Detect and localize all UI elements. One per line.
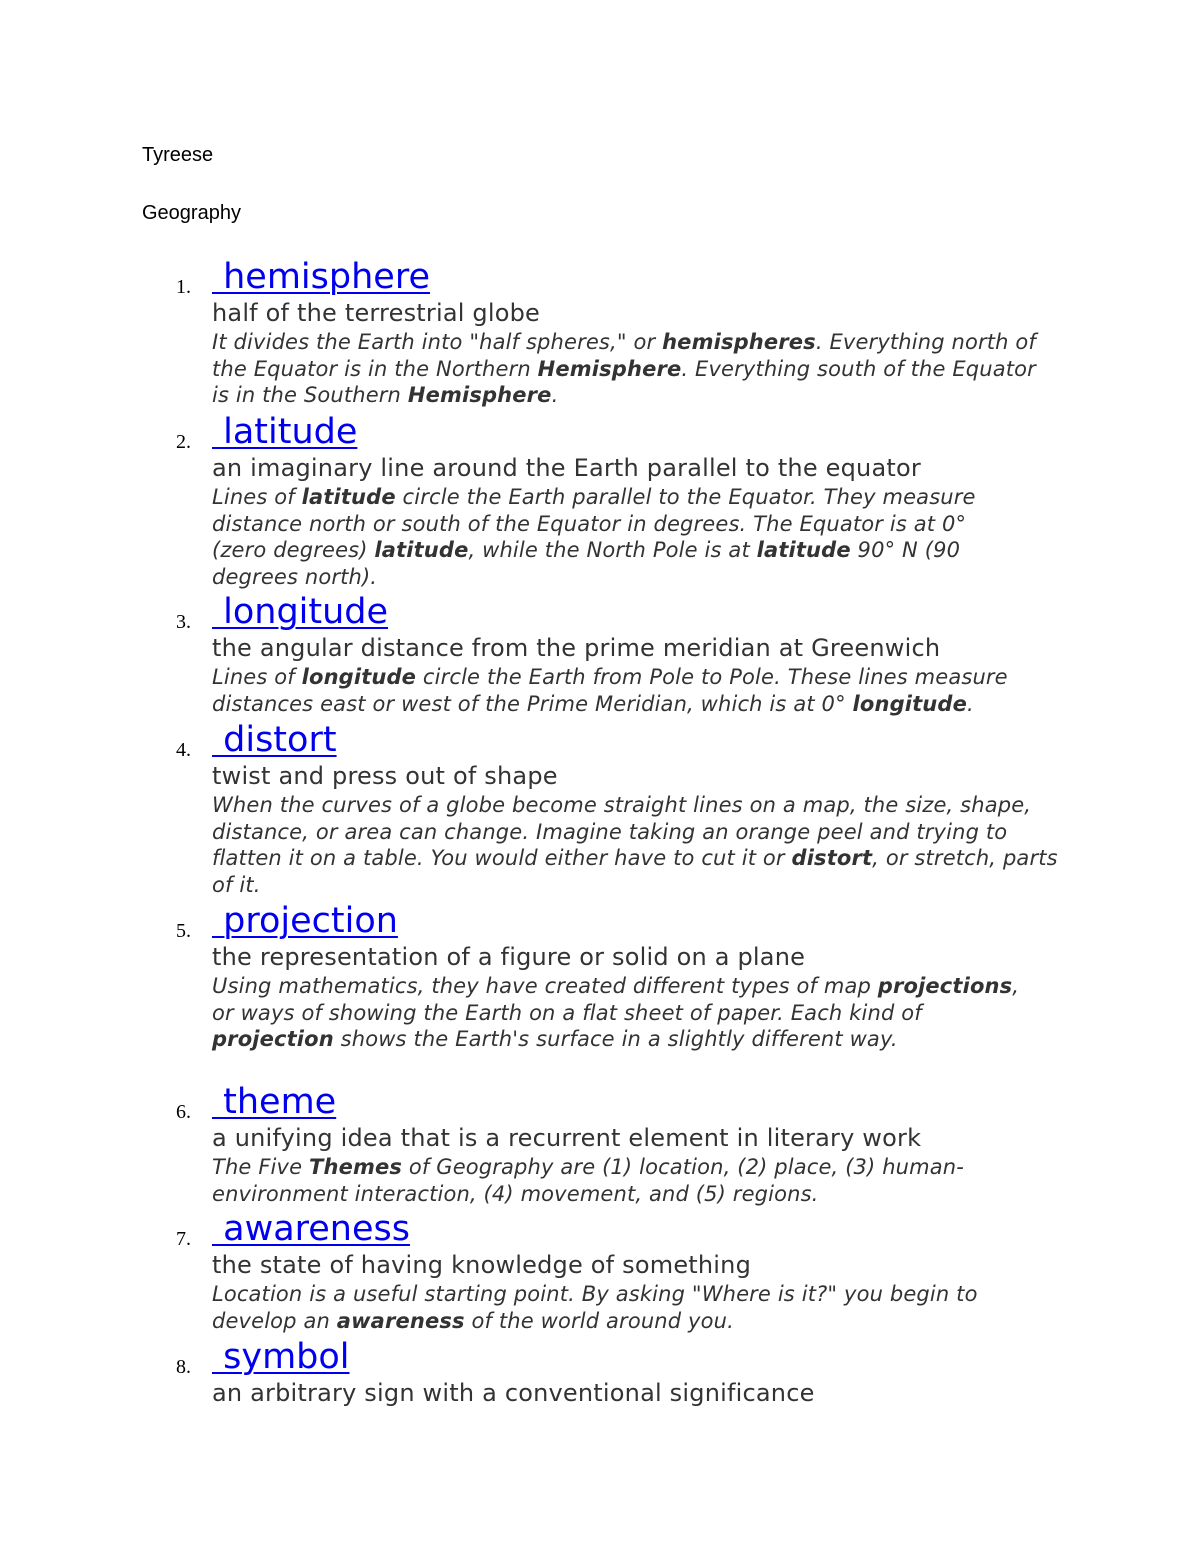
term-example: Lines of latitude circle the Earth parallel to the Equator. They measure distance north or south of the Equator in degrees. The Equator is at 0° (zero degrees) latitude, while the North Pole is at latitude 90° N (90 degrees north). [212, 485, 976, 589]
term-definition: twist and press out of shape [212, 762, 558, 790]
student-name: Tyreese [142, 144, 214, 166]
term-definition: half of the terrestrial globe [212, 299, 541, 327]
term-example: Lines of longitude circle the Earth from Pole to Pole. These lines measure distances east or west of the Prime Meridian, which is at 0° longitude. [212, 665, 1008, 716]
term-definition: a unifying idea that is a recurrent element in literary work [212, 1124, 922, 1152]
example-keyword: hemispheres [662, 330, 816, 354]
term-link-symbol[interactable]: symbol [212, 1337, 350, 1377]
entry-number: 2. [176, 431, 191, 453]
term-example: It divides the Earth into "half spheres," or hemispheres. Everything north of the Equator is in the Northern Hemisphere. Everything south of the Equator is in the Southern Hemisphere. [212, 330, 1036, 407]
term-link-hemisphere[interactable]: hemisphere [212, 257, 430, 297]
entry-number: 7. [176, 1228, 191, 1250]
example-keyword: projections [877, 974, 1013, 998]
term-link-projection[interactable]: projection [212, 901, 398, 941]
example-keyword: distort [791, 846, 873, 870]
example-keyword: latitude [756, 538, 851, 562]
example-keyword: Themes [309, 1155, 403, 1179]
example-keyword: projection [212, 1027, 334, 1051]
term-definition: an arbitrary sign with a conventional significance [212, 1379, 815, 1407]
term-definition: the representation of a figure or solid on a plane [212, 943, 806, 971]
entry-number: 6. [176, 1101, 191, 1123]
term-link-latitude[interactable]: latitude [212, 412, 358, 452]
example-keyword: longitude [852, 691, 967, 716]
term-example: When the curves of a globe become straight lines on a map, the size, shape, distance, or area can change. Imagine taking an orange peel and trying to flatten it on a table. You would either have to cut it or distort, or stretch, parts of it. [212, 793, 1058, 897]
term-definition: the angular distance from the prime meridian at Greenwich [212, 634, 941, 662]
term-example: Using mathematics, they have created different types of map projections, or ways of showing the Earth on a flat sheet of paper. Each kind of projection shows the Earth's surface in a slightly different way. [212, 974, 1020, 1051]
term-example: The Five Themes of Geography are (1) location, (2) place, (3) human-environment interaction, (4) movement, and (5) regions. [212, 1155, 964, 1206]
term-link-longitude[interactable]: longitude [212, 592, 389, 632]
term-link-distort[interactable]: distort [212, 720, 337, 760]
entry-number: 4. [176, 739, 191, 761]
term-definition: the state of having knowledge of something [212, 1251, 752, 1279]
example-keyword: awareness [336, 1308, 465, 1333]
example-keyword: Hemisphere [537, 356, 682, 381]
example-keyword: latitude [374, 538, 469, 562]
entry-number: 3. [176, 611, 191, 633]
term-definition: an imaginary line around the Earth parallel to the equator [212, 454, 921, 482]
entry-number: 8. [176, 1356, 191, 1378]
example-keyword: longitude [301, 665, 417, 689]
term-example: Location is a useful starting point. By asking "Where is it?" you begin to develop an awareness of the world around you. [212, 1282, 978, 1333]
example-keyword: latitude [301, 485, 396, 509]
example-keyword: Hemisphere [407, 383, 552, 407]
entry-number: 5. [176, 920, 191, 942]
term-link-awareness[interactable]: awareness [212, 1209, 410, 1249]
document-subject: Geography [142, 202, 241, 224]
term-link-theme[interactable]: theme [212, 1082, 337, 1122]
entry-number: 1. [176, 276, 191, 298]
